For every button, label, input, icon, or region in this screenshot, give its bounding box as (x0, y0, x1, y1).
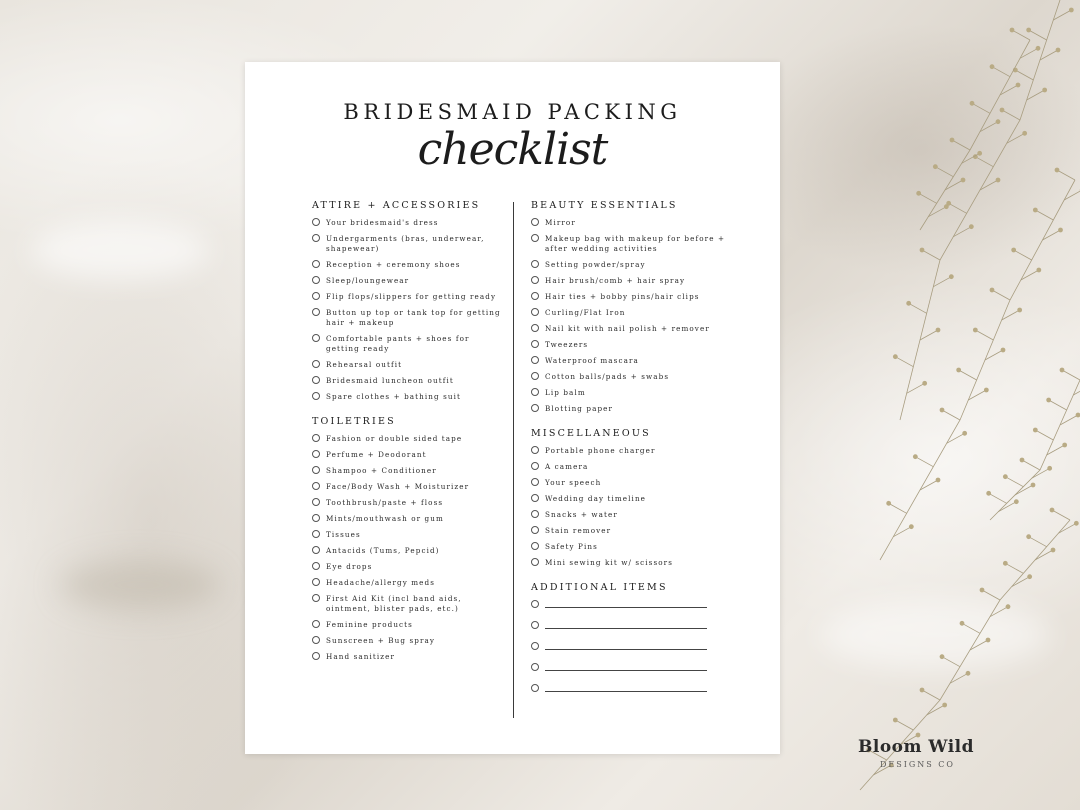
sprig-branch (1012, 577, 1030, 587)
sprig-branch (1049, 400, 1067, 410)
checklist-item (312, 498, 502, 508)
blank-item-line[interactable] (531, 621, 751, 631)
flower-bud (960, 621, 965, 626)
write-in-line (545, 670, 707, 671)
checklist-item (312, 514, 502, 524)
sprig-branch (909, 303, 927, 313)
checklist-item-label: Blotting paper (545, 404, 614, 413)
checklist-item (312, 620, 502, 630)
flower-bud (1060, 368, 1065, 373)
write-in-line (545, 649, 707, 650)
flower-bud (1031, 483, 1036, 488)
flower-bud (944, 204, 949, 209)
flower-bud (1006, 604, 1011, 609)
sprig-branch (1022, 460, 1040, 470)
checklist-item (531, 388, 751, 398)
checklist-item-label: Sunscreen + Bug spray (326, 636, 436, 645)
flower-bud (986, 638, 991, 643)
write-in-line (545, 607, 707, 608)
checkbox-circle-icon[interactable] (531, 356, 539, 364)
sprig-branch (1005, 563, 1023, 573)
checklist-sheet (245, 62, 780, 754)
sprig-branch (907, 383, 925, 393)
flower-bud (1047, 466, 1052, 471)
checklist-item (531, 234, 751, 254)
checkbox-circle-icon[interactable] (312, 594, 320, 602)
checklist-item-label: Mirror (545, 218, 576, 227)
checklist-item (312, 594, 502, 614)
checkbox-circle-icon[interactable] (531, 663, 539, 671)
checklist-item-label: Hair brush/comb + hair spray (545, 276, 686, 285)
checklist-item-label: Nail kit with nail polish + remover (545, 324, 710, 333)
checkbox-circle-icon[interactable] (531, 324, 539, 332)
flower-bud (990, 288, 995, 293)
checkbox-circle-icon[interactable] (312, 514, 320, 522)
right-column (531, 200, 751, 705)
blank-item-line[interactable] (531, 600, 751, 610)
checklist-item-label: Spare clothes + bathing suit (326, 392, 462, 401)
sprig-branch (919, 193, 937, 203)
page-title: BRIDESMAID PACKING (343, 100, 682, 124)
sprig-branch (1057, 170, 1075, 180)
sprig-branch (1015, 70, 1033, 80)
sprig-branch (927, 705, 945, 715)
checklist-item (312, 530, 502, 540)
checklist-item (531, 494, 751, 504)
sprig-branch (1035, 430, 1053, 440)
sprig-branch (933, 277, 951, 287)
sprig-branch (1002, 110, 1020, 120)
checkbox-circle-icon[interactable] (312, 376, 320, 384)
flower-bud (962, 431, 967, 436)
sprig-branch (1002, 310, 1020, 320)
sprig-branch (972, 103, 990, 113)
checklist-item-label: Makeup bag with makeup for before + after wedding activities (545, 234, 726, 253)
checklist-item-label: Your speech (545, 478, 602, 487)
flower-bud (886, 501, 891, 506)
checklist-item (531, 292, 751, 302)
flower-bud (916, 191, 921, 196)
flower-bud (1042, 88, 1047, 93)
checklist-item-label: Bridesmaid luncheon outfit (326, 376, 454, 385)
checkbox-circle-icon[interactable] (531, 510, 539, 518)
checklist-item-label: Toothbrush/paste + floss (326, 498, 444, 507)
checklist-item-label: Safety Pins (545, 542, 598, 551)
flower-bud (984, 388, 989, 393)
flower-bud (920, 248, 925, 253)
flower-bud (1036, 46, 1041, 51)
checkbox-circle-icon[interactable] (531, 494, 539, 502)
checkbox-circle-icon[interactable] (312, 292, 320, 300)
sprig-branch (922, 690, 940, 700)
flower-bud (1003, 474, 1008, 479)
flower-bud (990, 64, 995, 69)
sprig-branch (982, 590, 1000, 600)
sprig-branch (952, 140, 970, 150)
sprig-branch (968, 390, 986, 400)
checkbox-circle-icon[interactable] (531, 621, 539, 629)
flower-bud (961, 178, 966, 183)
flower-bud (1033, 428, 1038, 433)
sprig-branch (935, 167, 953, 177)
checkbox-circle-icon[interactable] (312, 334, 320, 342)
checkbox-circle-icon[interactable] (531, 558, 539, 566)
checklist-item-label: Rehearsal outfit (326, 360, 403, 369)
blank-item-line[interactable] (531, 642, 751, 652)
sprig-branch (1047, 445, 1065, 455)
section-heading: ADDITIONAL ITEMS (531, 582, 668, 593)
checklist-item-label: Reception + ceremony shoes (326, 260, 461, 269)
fabric-fold (30, 220, 210, 280)
flower-bud (1026, 28, 1031, 33)
flower-bud (920, 688, 925, 693)
flower-bud (986, 491, 991, 496)
checklist-item-label: Comfortable pants + shoes for getting ready (326, 334, 470, 353)
checkbox-circle-icon[interactable] (312, 308, 320, 316)
checkbox-circle-icon[interactable] (531, 388, 539, 396)
flower-bud (996, 178, 1001, 183)
checklist-item-label: Headache/allergy meds (326, 578, 435, 587)
checklist-item-label: Lip balm (545, 388, 586, 397)
flower-bud (973, 328, 978, 333)
flower-bud (1046, 398, 1051, 403)
sprig-stem (990, 380, 1080, 520)
sprig-branch (962, 623, 980, 633)
checkbox-circle-icon[interactable] (312, 636, 320, 644)
checklist-item (312, 434, 502, 444)
sprig-branch (975, 157, 993, 167)
checkbox-circle-icon[interactable] (531, 526, 539, 534)
checkbox-circle-icon[interactable] (312, 234, 320, 242)
sprig-branch (915, 457, 933, 467)
checklist-item-label: Eye drops (326, 562, 373, 571)
watermark-brand: Bloom Wild (858, 737, 975, 757)
flower-bud (1011, 248, 1016, 253)
sprig-branch (1035, 210, 1053, 220)
checkbox-circle-icon[interactable] (531, 276, 539, 284)
checklist-item-label: Antacids (Tums, Pepcid) (326, 546, 440, 555)
flower-bud (1026, 534, 1031, 539)
checklist-item (312, 260, 502, 270)
checklist-item (312, 376, 502, 386)
flower-bud (1069, 8, 1074, 13)
checkbox-circle-icon[interactable] (312, 392, 320, 400)
checklist-item-label: Cotton balls/pads + swabs (545, 372, 670, 381)
flower-bud (1016, 83, 1021, 88)
checklist-item-label: Waterproof mascara (545, 356, 639, 365)
dried-flowers-decoration (820, 0, 1080, 810)
checklist-item-label: Curling/Flat Iron (545, 308, 626, 317)
checklist-item-label: Stain remover (545, 526, 612, 535)
checklist-item (531, 404, 751, 414)
checkbox-circle-icon[interactable] (312, 620, 320, 628)
checkbox-circle-icon[interactable] (312, 546, 320, 554)
sprig-branch (942, 657, 960, 667)
checkbox-circle-icon[interactable] (531, 446, 539, 454)
flower-bud (893, 718, 898, 723)
checklist-item (531, 446, 751, 456)
checkbox-circle-icon[interactable] (531, 600, 539, 608)
flower-bud (1051, 548, 1056, 553)
flower-bud (936, 328, 941, 333)
checklist-item-label: A camera (545, 462, 589, 471)
checklist-item (312, 450, 502, 460)
checklist-item (531, 340, 751, 350)
checklist-item (531, 356, 751, 366)
flower-bud (996, 119, 1001, 124)
checklist-item-label: Portable phone charger (545, 446, 656, 455)
checklist-item (312, 292, 502, 302)
flower-bud (1033, 208, 1038, 213)
sprig-branch (1060, 415, 1078, 425)
checklist-item (531, 260, 751, 270)
flower-bud (893, 354, 898, 359)
checkbox-circle-icon[interactable] (312, 562, 320, 570)
checkbox-circle-icon[interactable] (531, 292, 539, 300)
flower-bud (969, 224, 974, 229)
checklist-item-label: Feminine products (326, 620, 413, 629)
flower-bud (933, 164, 938, 169)
flower-bud (966, 671, 971, 676)
checklist-item (312, 636, 502, 646)
sprig-stem (880, 180, 1075, 560)
flower-bud (1014, 499, 1019, 504)
checklist-item (312, 234, 502, 254)
checklist-item (531, 218, 751, 228)
flower-bud (1055, 168, 1060, 173)
checkbox-circle-icon[interactable] (312, 482, 320, 490)
sprig-branch (985, 350, 1003, 360)
sprig-branch (1014, 250, 1032, 260)
checklist-item-label: Sleep/loungewear (326, 276, 410, 285)
write-in-line (545, 628, 707, 629)
checklist-item-label: Flip flops/slippers for getting ready (326, 292, 497, 301)
checklist-item-label: Tweezers (545, 340, 589, 349)
checklist-item (531, 526, 751, 536)
column-divider (513, 202, 514, 718)
checklist-item-label: Hand sanitizer (326, 652, 396, 661)
checkbox-circle-icon[interactable] (312, 652, 320, 660)
checkbox-circle-icon[interactable] (531, 340, 539, 348)
checklist-item-label: Mini sewing kit w/ scissors (545, 558, 674, 567)
checklist-item (531, 558, 751, 568)
checklist-item (312, 360, 502, 370)
sprig-branch (1035, 550, 1053, 560)
flower-bud (1020, 458, 1025, 463)
section-heading: BEAUTY ESSENTIALS (531, 200, 678, 211)
checklist-item-label: Button up top or tank top for getting hair + makeup (326, 308, 501, 327)
flower-bud (1017, 308, 1022, 313)
flower-bud (1003, 561, 1008, 566)
flower-bud (913, 454, 918, 459)
checklist-item-label: Hair ties + bobby pins/hair clips (545, 292, 700, 301)
flower-bud (936, 478, 941, 483)
checkbox-circle-icon[interactable] (312, 450, 320, 458)
sprig-branch (1029, 537, 1047, 547)
checklist-item (531, 372, 751, 382)
flower-bud (977, 151, 982, 156)
checkbox-circle-icon[interactable] (312, 498, 320, 506)
sprig-branch (1052, 510, 1070, 520)
checklist-item (312, 546, 502, 556)
sprig-branch (895, 720, 913, 730)
sprig-branch (959, 370, 977, 380)
section-heading: MISCELLANEOUS (531, 428, 651, 439)
sprig-branch (992, 290, 1010, 300)
flower-bud (1050, 508, 1055, 513)
checkbox-circle-icon[interactable] (531, 234, 539, 242)
checkbox-circle-icon[interactable] (531, 684, 539, 692)
flower-bud (1036, 268, 1041, 273)
sprig-branch (1032, 468, 1050, 478)
blank-item-line[interactable] (531, 663, 751, 673)
checkbox-circle-icon[interactable] (531, 372, 539, 380)
checkbox-circle-icon[interactable] (531, 642, 539, 650)
checklist-item-label: Shampoo + Conditioner (326, 466, 437, 475)
sprig-branch (975, 330, 993, 340)
sprig-branch (895, 357, 913, 367)
flower-bud (980, 588, 985, 593)
flower-bud (942, 703, 947, 708)
sprig-branch (992, 67, 1010, 77)
sprig-branch (920, 330, 938, 340)
checklist-item (531, 308, 751, 318)
flower-bud (970, 101, 975, 106)
checklist-item (531, 478, 751, 488)
flower-bud (1056, 48, 1061, 53)
flower-bud (1000, 108, 1005, 113)
sprig-branch (989, 493, 1007, 503)
sprig-branch (922, 250, 940, 260)
checkbox-circle-icon[interactable] (312, 218, 320, 226)
left-column (312, 200, 502, 668)
flower-bud (940, 654, 945, 659)
checklist-item-label: Your bridesmaid's dress (326, 218, 439, 227)
flower-bud (906, 301, 911, 306)
flower-bud (1027, 574, 1032, 579)
section-heading: TOILETRIES (312, 416, 396, 427)
checkbox-circle-icon[interactable] (531, 462, 539, 470)
checkbox-circle-icon[interactable] (531, 308, 539, 316)
flower-bud (1062, 443, 1067, 448)
checkbox-circle-icon[interactable] (531, 404, 539, 412)
flower-bud (956, 368, 961, 373)
flower-bud (1074, 521, 1079, 526)
flower-bud (1022, 131, 1027, 136)
checklist-item-label: Fashion or double sided tape (326, 434, 463, 443)
checkbox-circle-icon[interactable] (312, 530, 320, 538)
flower-bud (1058, 228, 1063, 233)
sprig-branch (942, 410, 960, 420)
sprig-branch (1062, 370, 1080, 380)
sprig-branch (1058, 523, 1076, 533)
checklist-item (531, 510, 751, 520)
checklist-item (312, 578, 502, 588)
flower-bud (949, 274, 954, 279)
section-heading: ATTIRE + ACCESSORIES (312, 200, 481, 211)
checkbox-circle-icon[interactable] (312, 466, 320, 474)
flower-bud (950, 138, 955, 143)
checklist-item (312, 308, 502, 328)
fabric-fold (60, 560, 220, 610)
checklist-item-label: Perfume + Deodorant (326, 450, 427, 459)
checklist-item (312, 276, 502, 286)
sprig-branch (889, 503, 907, 513)
checklist-item-label: Tissues (326, 530, 361, 539)
checklist-item (312, 482, 502, 492)
checklist-item (312, 218, 502, 228)
checkbox-circle-icon[interactable] (312, 276, 320, 284)
watermark-sub: DESIGNS CO (880, 760, 955, 769)
checkbox-circle-icon[interactable] (312, 434, 320, 442)
flower-bud (1010, 28, 1015, 33)
flower-bud (1001, 348, 1006, 353)
checklist-item (531, 462, 751, 472)
checklist-item-label: First Aid Kit (incl band aids, ointment, blister pads, etc.) (326, 594, 462, 613)
checklist-item-label: Wedding day timeline (545, 494, 647, 503)
checkbox-circle-icon[interactable] (531, 218, 539, 226)
flower-bud (1076, 413, 1080, 418)
checklist-item (312, 334, 502, 354)
checklist-item-label: Face/Body Wash + Moisturizer (326, 482, 470, 491)
checklist-item-label: Setting powder/spray (545, 260, 646, 269)
flower-bud (922, 381, 927, 386)
checklist-item (312, 562, 502, 572)
checkbox-circle-icon[interactable] (531, 260, 539, 268)
sprig-branch (949, 203, 967, 213)
flower-bud (909, 524, 914, 529)
checklist-item-label: Undergarments (bras, underwear, shapewear) (326, 234, 485, 253)
checklist-item (312, 466, 502, 476)
checkbox-circle-icon[interactable] (312, 578, 320, 586)
sprig-branch (1005, 477, 1023, 487)
flower-bud (940, 408, 945, 413)
checkbox-circle-icon[interactable] (312, 260, 320, 268)
sprig-branch (1029, 30, 1047, 40)
checklist-item (531, 276, 751, 286)
checklist-item (531, 542, 751, 552)
checklist-item-label: Mints/mouthwash or gum (326, 514, 444, 523)
checkbox-circle-icon[interactable] (531, 542, 539, 550)
script-title: checklist (417, 124, 608, 175)
checkbox-circle-icon[interactable] (531, 478, 539, 486)
checklist-item (312, 392, 502, 402)
blank-item-line[interactable] (531, 684, 751, 694)
write-in-line (545, 691, 707, 692)
checklist-item (312, 652, 502, 662)
checklist-item-label: Snacks + water (545, 510, 618, 519)
checkbox-circle-icon[interactable] (312, 360, 320, 368)
checklist-item (531, 324, 751, 334)
